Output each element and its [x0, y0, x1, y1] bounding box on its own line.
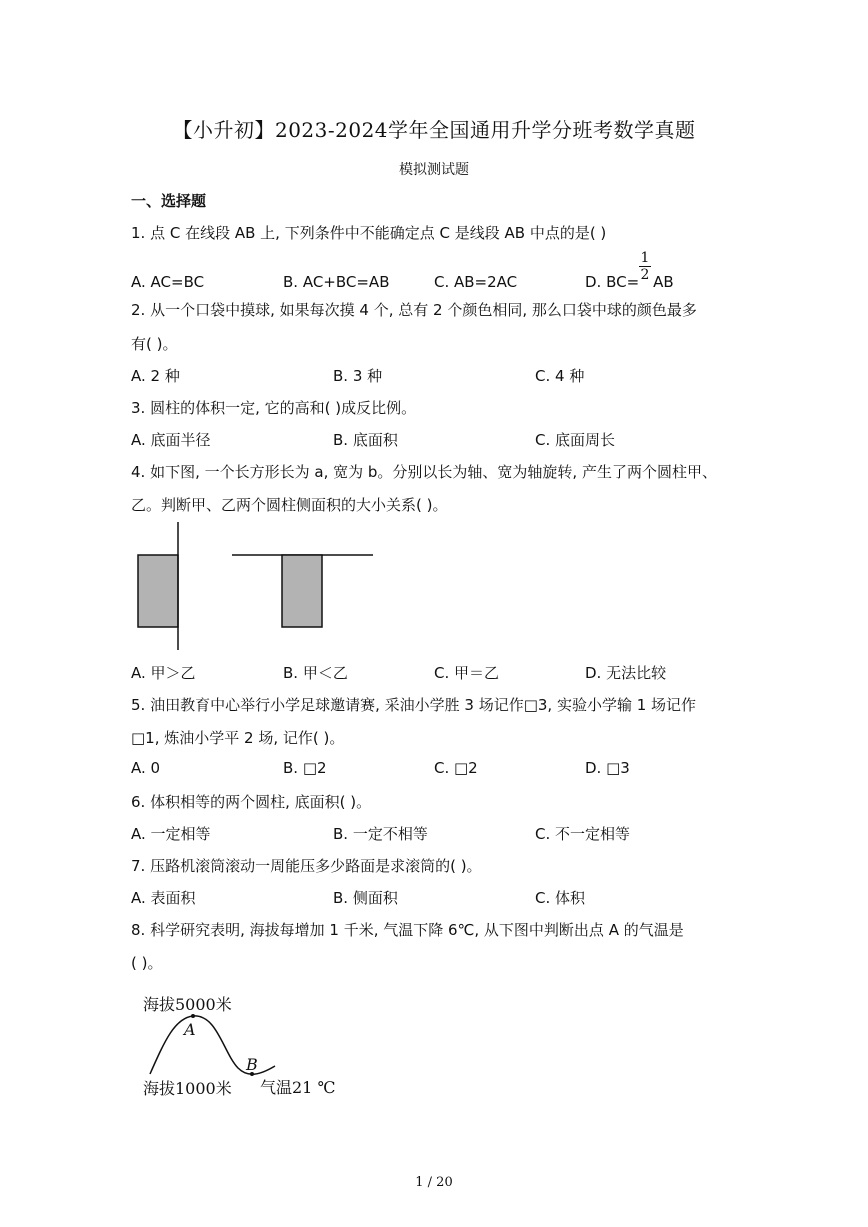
q2-option-a: A. 2 种 — [131, 367, 180, 385]
question-6-stem: 6. 体积相等的两个圆柱, 底面积( )。 — [131, 793, 372, 811]
fraction-numerator: 1 — [640, 250, 650, 266]
point-a-label: A — [184, 1020, 196, 1039]
question-8-stem-line2: ( )。 — [131, 954, 163, 972]
fraction-denominator: 2 — [640, 267, 650, 283]
page-number: 1 / 20 — [415, 1175, 453, 1190]
question-3-stem: 3. 圆柱的体积一定, 它的高和( )成反比例。 — [131, 399, 417, 417]
q6-option-a: A. 一定相等 — [131, 825, 211, 843]
q1-option-d-suffix: AB — [653, 273, 674, 291]
q3-option-b: B. 底面积 — [333, 431, 398, 449]
q4-option-c: C. 甲＝乙 — [434, 664, 500, 682]
temperature-label: 气温21 ℃ — [260, 1078, 336, 1097]
q7-option-b: B. 侧面积 — [333, 889, 398, 907]
rectangle-a — [138, 555, 178, 627]
q1-fraction — [639, 250, 651, 283]
q3-option-c: C. 底面周长 — [535, 431, 616, 449]
rectangle-rotation-figure — [130, 520, 390, 655]
q7-option-c: C. 体积 — [535, 889, 586, 907]
question-2-stem-line1: 2. 从一个口袋中摸球, 如果每次摸 4 个, 总有 2 个颜色相同, 那么口袋中球的颜色最多 — [131, 301, 697, 319]
q4-option-d: D. 无法比较 — [585, 664, 667, 682]
q1-option-d-label: D. BC= — [585, 273, 640, 291]
q5-option-c: C. □2 — [434, 759, 478, 777]
q6-option-b: B. 一定不相等 — [333, 825, 428, 843]
question-4-stem-line1: 4. 如下图, 一个长方形长为 a, 宽为 b。分别以长为轴、宽为轴旋转, 产生了两个圆柱甲、 — [131, 463, 717, 481]
q2-option-b: B. 3 种 — [333, 367, 383, 385]
question-5-stem-line2: □1, 炼油小学平 2 场, 记作( )。 — [131, 729, 345, 747]
section-heading: 一、选择题 — [131, 192, 207, 210]
q1-option-c: C. AB=2AC — [434, 273, 518, 291]
q1-option-d — [585, 273, 674, 291]
rectangle-b — [282, 555, 322, 627]
q5-option-d: D. □3 — [585, 759, 630, 777]
mountain-figure — [135, 990, 355, 1102]
question-8-stem-line1: 8. 科学研究表明, 海拔每增加 1 千米, 气温下降 6℃, 从下图中判断出点 A 的气温是 — [131, 921, 684, 939]
q5-option-a: A. 0 — [131, 759, 161, 777]
q1-option-b: B. AC+BC=AB — [283, 273, 390, 291]
question-4-stem-line2: 乙。判断甲、乙两个圆柱侧面积的大小关系( )。 — [131, 496, 448, 514]
point-a-marker — [191, 1014, 195, 1018]
altitude-bottom-label: 海拔1000米 — [143, 1079, 232, 1098]
q7-option-a: A. 表面积 — [131, 889, 196, 907]
question-5-stem-line1: 5. 油田教育中心举行小学足球邀请赛, 采油小学胜 3 场记作□3, 实验小学输 1 场记作 — [131, 696, 697, 714]
q3-option-a: A. 底面半径 — [131, 431, 211, 449]
question-1-stem: 1. 点 C 在线段 AB 上, 下列条件中不能确定点 C 是线段 AB 中点的是( ) — [131, 224, 607, 242]
q5-option-b: B. □2 — [283, 759, 327, 777]
page-title: 【小升初】2023-2024学年全国通用升学分班考数学真题 — [172, 118, 696, 142]
point-b-label: B — [246, 1055, 258, 1074]
q4-option-b: B. 甲＜乙 — [283, 664, 348, 682]
q4-option-a: A. 甲＞乙 — [131, 664, 196, 682]
q1-option-a: A. AC=BC — [131, 273, 205, 291]
altitude-top-label: 海拔5000米 — [143, 995, 232, 1014]
question-7-stem: 7. 压路机滚筒滚动一周能压多少路面是求滚筒的( )。 — [131, 857, 482, 875]
q2-option-c: C. 4 种 — [535, 367, 585, 385]
question-2-stem-line2: 有( )。 — [131, 335, 178, 353]
page-subtitle: 模拟测试题 — [399, 162, 469, 178]
q6-option-c: C. 不一定相等 — [535, 825, 631, 843]
